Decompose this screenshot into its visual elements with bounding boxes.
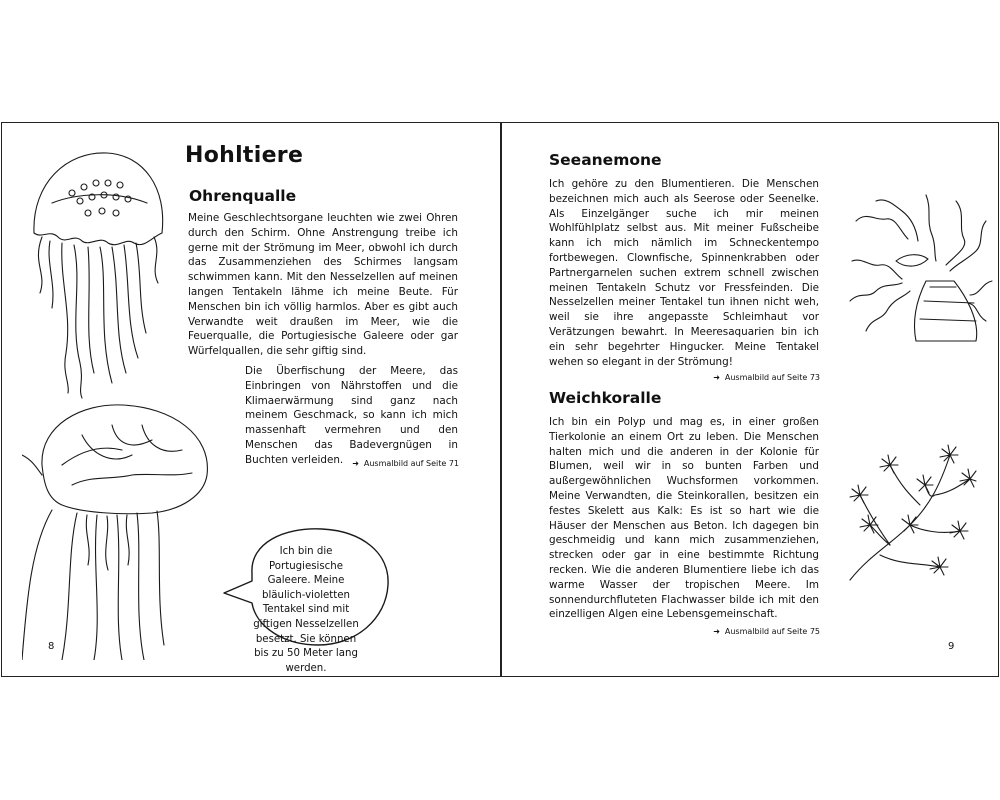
ohrenqualle-page-reference: ➜ Ausmalbild auf Seite 71 [352,459,459,468]
page-number-right: 9 [948,641,955,652]
seeanemone-page-reference: ➜ Ausmalbild auf Seite 73 [713,373,820,382]
page-number-left: 8 [48,641,55,652]
weichkoralle-page-reference: ➜ Ausmalbild auf Seite 75 [713,627,820,636]
arrow-right-icon: ➜ [713,627,720,636]
book-spread [1,122,999,677]
ohrenqualle-heading: Ohrenqualle [189,187,297,205]
ohrenqualle-paragraph-1: Meine Geschlechtsorgane leuchten wie zwei Ohren durch den Schirm. Ohne Anstrengung treibe ich gerne mit der Strömung im Meer, obwohl ich durch das Zusammenziehen des Schirmes langsam schwimmen kann. Mit den Nesselzellen auf meinen langen Tentakeln lähme ich meine Beute. Für Menschen bin ich völlig harmlos. Aber es gibt auch Verwandte weit draußen im Meer, wie die Feuerqualle, die Portugiesische Galeere oder gar Würfelquallen, die sehr giftig sind. [188,212,458,358]
arrow-right-icon: ➜ [352,459,359,468]
weichkoralle-heading: Weichkoralle [549,389,662,407]
sea-anemone-illustration [846,191,996,351]
moon-jellyfish-illustration [22,143,172,403]
soft-coral-illustration [840,435,980,585]
speech-bubble-text: Ich bin die Portugiesische Galeere. Meine bläulich-violetten Tentakel sind mit giftigen Nesselzellen besetzt. Sie können bis zu 50 Meter lang werden. [253,546,359,674]
weichkoralle-text: Ich bin ein Polyp und mag es, in einer großen Tierkolonie an einem Ort zu leben. Die Menschen halten mich und die anderen in der Kolonie für Blumen, weil wir in so bunten Farben und außergewöhnlichen Wuchsformen vorkommen. Meine Verwandten, die Steinkorallen, besitzen ein festes Skelett aus Kalk: Es ist so hart wie die Häuser der Menschen aus Beton. Ich dagegen bin geschmeidig und kann mich zusammenziehen, strecken oder gar in eine bestimmte Richtung recken. Wie die anderen Blumentiere liebe ich das warme Wasser der tropischen Meere. Im sonnendurchfluteten Flachwasser bilde ich mit den einzelligen Algen eine Lebensgemeinschaft. [549,416,819,621]
seeanemone-text: Ich gehöre zu den Blumentieren. Die Menschen bezeichnen mich auch als Seerose oder Seenelke. Als Einzelgänger suche ich mir meinen Wohlfühlplatz selbst aus. Mit meiner Fußscheibe kann ich mich nämlich im Schneckentempo fortbewegen. Clownfische, Spinnenkrabben oder Partnergarnelen suchen extrem schnell zwischen meinen Tentakeln Schutz vor Fressfeinden. Die Nesselzellen meiner Tentakel tun ihnen nicht weh, weil sie ihre angepasste Schleimhaut vor Verätzungen bewahrt. In Meeresaquarien bin ich ein sehr begehrter Hingucker. Meine Tentakel wehen so elegant in der Strömung! [549,178,819,368]
portuguese-man-o-war-illustration [22,395,222,660]
seeanemone-heading: Seeanemone [549,151,662,169]
page-title: Hohltiere [185,143,304,168]
arrow-right-icon: ➜ [713,373,720,382]
left-page [2,123,500,676]
ohrenqualle-paragraph-2: Die Überfischung der Meere, das Einbringen von Nährstoffen und die Klimaerwärmung sind ganz nach meinem Geschmack, so kann ich mich massenhaft vermehren und den Menschen das Badevergnügen in Buchten verleiden. [245,365,458,466]
right-page [502,123,998,676]
